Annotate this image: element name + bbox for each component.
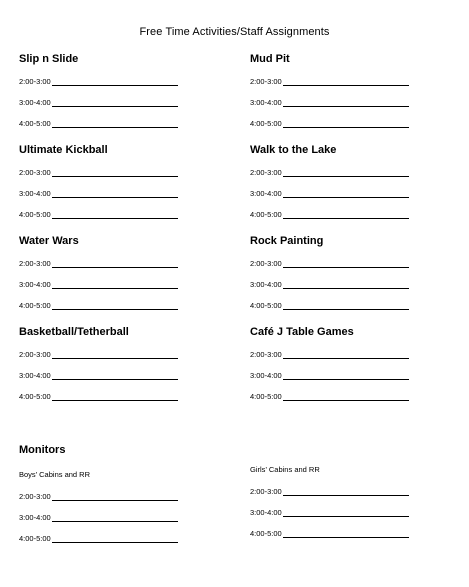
time-label: 3:00-4:00 (19, 98, 51, 107)
time-slot (250, 118, 450, 130)
time-slot (250, 391, 450, 403)
time-slot (250, 209, 450, 221)
time-label: 4:00-5:00 (250, 210, 282, 219)
time-slot (250, 300, 450, 312)
staff-blank-line[interactable] (52, 309, 178, 310)
time-label: 4:00-5:00 (250, 119, 282, 128)
time-slot (19, 188, 219, 200)
activity-heading: Mud Pit (250, 53, 290, 65)
time-label: 3:00-4:00 (19, 189, 51, 198)
monitor-group-label: Girls’ Cabins and RR (250, 465, 320, 474)
staff-blank-line[interactable] (283, 495, 409, 496)
time-slot (19, 391, 219, 403)
monitor-group-label: Boys’ Cabins and RR (19, 470, 91, 479)
time-slot (19, 349, 219, 361)
time-slot (19, 279, 219, 291)
staff-blank-line[interactable] (52, 358, 178, 359)
time-label: 4:00-5:00 (19, 301, 51, 310)
staff-blank-line[interactable] (283, 197, 409, 198)
staff-blank-line[interactable] (52, 521, 178, 522)
time-label: 3:00-4:00 (19, 280, 51, 289)
time-slot (250, 97, 450, 109)
activity-heading: Basketball/Tetherball (19, 326, 129, 338)
time-label: 4:00-5:00 (19, 210, 51, 219)
monitors-section (19, 443, 219, 545)
activity-section-basketball-tetherball (19, 325, 219, 403)
activity-heading: Rock Painting (250, 235, 324, 247)
time-label: 3:00-4:00 (250, 280, 282, 289)
activity-section-water-wars (19, 234, 219, 312)
staff-blank-line[interactable] (52, 379, 178, 380)
time-slot (19, 209, 219, 221)
staff-blank-line[interactable] (52, 106, 178, 107)
time-label: 3:00-4:00 (250, 189, 282, 198)
activity-section-cafe-j-table-games (250, 325, 450, 403)
activity-heading: Café J Table Games (250, 326, 354, 338)
staff-blank-line[interactable] (283, 358, 409, 359)
time-slot (250, 507, 450, 519)
staff-blank-line[interactable] (52, 197, 178, 198)
activity-heading: Ultimate Kickball (19, 144, 108, 156)
time-slot (250, 528, 450, 540)
staff-blank-line[interactable] (52, 500, 178, 501)
activity-heading: Water Wars (19, 235, 79, 247)
staff-blank-line[interactable] (283, 379, 409, 380)
time-label: 4:00-5:00 (250, 529, 282, 538)
time-slot (250, 76, 450, 88)
time-label: 2:00-3:00 (19, 168, 51, 177)
activity-section-rock-painting (250, 234, 450, 312)
staff-blank-line[interactable] (283, 106, 409, 107)
activity-section-ultimate-kickball (19, 143, 219, 221)
staff-blank-line[interactable] (283, 267, 409, 268)
time-label: 2:00-3:00 (250, 168, 282, 177)
time-slot (250, 188, 450, 200)
time-slot (250, 258, 450, 270)
staff-blank-line[interactable] (52, 127, 178, 128)
time-slot (250, 167, 450, 179)
time-label: 2:00-3:00 (19, 492, 51, 501)
staff-blank-line[interactable] (52, 288, 178, 289)
time-slot (19, 118, 219, 130)
time-slot (19, 370, 219, 382)
staff-blank-line[interactable] (52, 400, 178, 401)
time-label: 2:00-3:00 (250, 259, 282, 268)
time-label: 3:00-4:00 (250, 98, 282, 107)
time-slot (19, 258, 219, 270)
time-slot (19, 491, 219, 503)
time-label: 2:00-3:00 (250, 487, 282, 496)
monitors-heading: Monitors (19, 444, 66, 456)
time-slot (250, 279, 450, 291)
time-slot (19, 512, 219, 524)
time-slot (19, 97, 219, 109)
time-label: 3:00-4:00 (250, 508, 282, 517)
time-label: 4:00-5:00 (19, 119, 51, 128)
time-label: 3:00-4:00 (250, 371, 282, 380)
time-slot (19, 300, 219, 312)
time-label: 2:00-3:00 (19, 77, 51, 86)
staff-blank-line[interactable] (52, 176, 178, 177)
staff-blank-line[interactable] (283, 85, 409, 86)
page-title: Free Time Activities/Staff Assignments (139, 26, 330, 38)
activity-section-slip-n-slide (19, 52, 219, 130)
time-label: 3:00-4:00 (19, 513, 51, 522)
staff-blank-line[interactable] (52, 267, 178, 268)
activity-section-walk-to-the-lake (250, 143, 450, 221)
time-slot (19, 533, 219, 545)
time-slot (19, 76, 219, 88)
staff-blank-line[interactable] (283, 400, 409, 401)
staff-blank-line[interactable] (283, 176, 409, 177)
time-label: 4:00-5:00 (250, 392, 282, 401)
time-label: 2:00-3:00 (19, 259, 51, 268)
staff-blank-line[interactable] (283, 288, 409, 289)
time-label: 4:00-5:00 (19, 392, 51, 401)
staff-blank-line[interactable] (52, 542, 178, 543)
staff-blank-line[interactable] (283, 218, 409, 219)
activity-section-mud-pit (250, 52, 450, 130)
staff-blank-line[interactable] (52, 85, 178, 86)
time-label: 2:00-3:00 (250, 77, 282, 86)
time-slot (19, 167, 219, 179)
time-label: 4:00-5:00 (250, 301, 282, 310)
monitors-section-girls (250, 457, 450, 540)
activity-heading: Walk to the Lake (250, 144, 337, 156)
time-label: 2:00-3:00 (250, 350, 282, 359)
staff-blank-line[interactable] (283, 537, 409, 538)
time-label: 4:00-5:00 (19, 534, 51, 543)
time-slot (250, 486, 450, 498)
time-slot (250, 349, 450, 361)
staff-blank-line[interactable] (283, 516, 409, 517)
staff-blank-line[interactable] (283, 309, 409, 310)
time-label: 2:00-3:00 (19, 350, 51, 359)
staff-blank-line[interactable] (283, 127, 409, 128)
activity-heading: Slip n Slide (19, 53, 79, 65)
staff-blank-line[interactable] (52, 218, 178, 219)
time-slot (250, 370, 450, 382)
time-label: 3:00-4:00 (19, 371, 51, 380)
